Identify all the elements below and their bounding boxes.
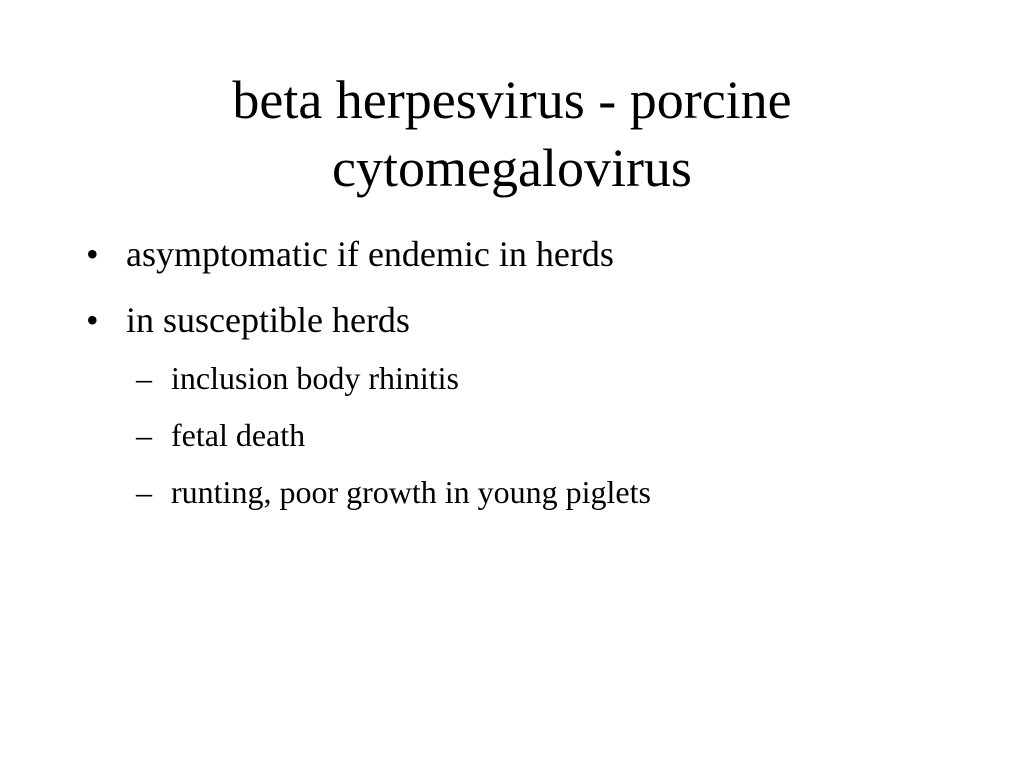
sub-bullet-text: runting, poor growth in young piglets [171,474,651,510]
sub-bullet-marker: – [136,474,152,510]
bullet-marker: • [86,300,99,340]
bullet-item [86,232,986,276]
sub-bullet-text: inclusion body rhinitis [171,360,459,396]
sub-bullet-item [136,472,986,512]
title-line-1: beta herpesvirus - porcine [232,70,792,130]
sub-bullet-list [86,358,986,512]
bullet-marker: • [86,234,99,274]
sub-bullet-marker: – [136,417,152,453]
sub-bullet-item [136,358,986,398]
slide-title [0,66,1024,202]
bullet-text: in susceptible herds [126,300,410,340]
sub-bullet-item [136,415,986,455]
sub-bullet-marker: – [136,360,152,396]
title-line-2: cytomegalovirus [332,138,692,198]
sub-bullet-text: fetal death [171,417,306,453]
bullet-item [86,298,986,342]
slide-body [86,232,986,529]
bullet-text: asymptomatic if endemic in herds [126,234,614,274]
